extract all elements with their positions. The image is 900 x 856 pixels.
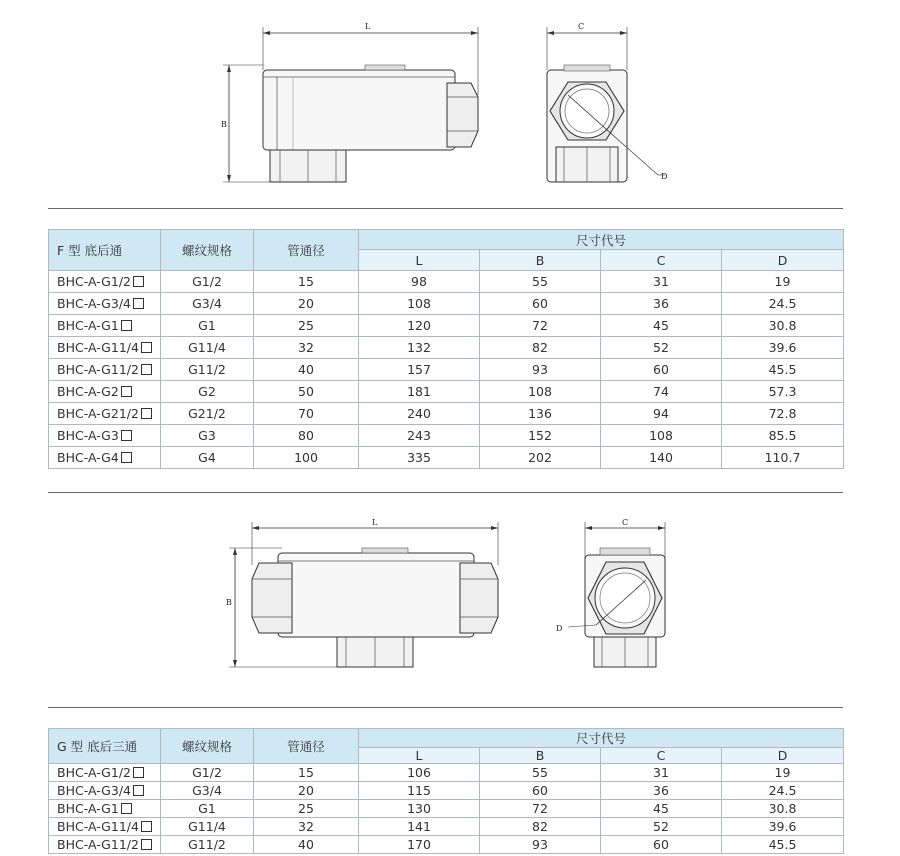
- f-type-label: F 型 底后通: [49, 230, 161, 271]
- checkbox-square-icon: [121, 803, 132, 814]
- cell-thread: G4: [161, 447, 254, 469]
- cell-d: 110.7: [722, 447, 844, 469]
- cell-c: 52: [601, 818, 722, 836]
- cell-d: 30.8: [722, 315, 844, 337]
- cell-c: 52: [601, 337, 722, 359]
- cell-c: 140: [601, 447, 722, 469]
- checkbox-square-icon: [133, 298, 144, 309]
- col-header-c: C: [601, 748, 722, 764]
- table-row: [49, 800, 844, 818]
- cell-l: 132: [359, 337, 480, 359]
- cell-d: 24.5: [722, 293, 844, 315]
- cell-b: 72: [480, 800, 601, 818]
- cell-c: 60: [601, 359, 722, 381]
- table-row: [49, 359, 844, 381]
- cell-c: 60: [601, 836, 722, 854]
- checkbox-square-icon: [141, 342, 152, 353]
- cell-c: 45: [601, 800, 722, 818]
- cell-bore: 20: [254, 293, 359, 315]
- cell-b: 82: [480, 818, 601, 836]
- model-cell: [49, 782, 161, 800]
- checkbox-square-icon: [133, 785, 144, 796]
- cell-c: 36: [601, 782, 722, 800]
- cell-b: 152: [480, 425, 601, 447]
- cell-c: 108: [601, 425, 722, 447]
- cell-thread: G11/2: [161, 359, 254, 381]
- cell-thread: G1/2: [161, 764, 254, 782]
- cell-d: 39.6: [722, 818, 844, 836]
- dim-label-d: D: [661, 172, 668, 181]
- cell-l: 181: [359, 381, 480, 403]
- dim-label-d: D: [556, 624, 563, 633]
- model-number: BHC-A-G3/4: [57, 783, 131, 798]
- model-number: BHC-A-G1: [57, 801, 119, 816]
- model-cell: [49, 293, 161, 315]
- dim-label-b: B: [221, 120, 227, 129]
- cell-b: 82: [480, 337, 601, 359]
- cell-l: 115: [359, 782, 480, 800]
- cell-d: 72.8: [722, 403, 844, 425]
- table-row: [49, 818, 844, 836]
- col-header-c: C: [601, 250, 722, 271]
- cell-c: 94: [601, 403, 722, 425]
- model-cell: [49, 425, 161, 447]
- cell-d: 19: [722, 271, 844, 293]
- checkbox-square-icon: [121, 320, 132, 331]
- cell-c: 74: [601, 381, 722, 403]
- cell-l: 120: [359, 315, 480, 337]
- cell-b: 136: [480, 403, 601, 425]
- col-header-l: L: [359, 748, 480, 764]
- cell-c: 31: [601, 764, 722, 782]
- dim-label-b: B: [226, 598, 232, 607]
- model-cell: [49, 764, 161, 782]
- cell-d: 39.6: [722, 337, 844, 359]
- cell-thread: G2: [161, 381, 254, 403]
- model-number: BHC-A-G3/4: [57, 296, 131, 311]
- col-header-l: L: [359, 250, 480, 271]
- cell-bore: 20: [254, 782, 359, 800]
- cell-bore: 32: [254, 818, 359, 836]
- table-row: [49, 447, 844, 469]
- table-row: [49, 403, 844, 425]
- f-type-dimension-table: [48, 229, 844, 469]
- checkbox-square-icon: [141, 839, 152, 850]
- table-row: [49, 836, 844, 854]
- model-number: BHC-A-G1/2: [57, 274, 131, 289]
- table-row: [49, 337, 844, 359]
- checkbox-square-icon: [121, 430, 132, 441]
- checkbox-square-icon: [141, 408, 152, 419]
- cell-l: 130: [359, 800, 480, 818]
- model-number: BHC-A-G11/2: [57, 837, 139, 852]
- cell-b: 202: [480, 447, 601, 469]
- cell-thread: G3: [161, 425, 254, 447]
- cell-thread: G3/4: [161, 782, 254, 800]
- model-number: BHC-A-G1/2: [57, 765, 131, 780]
- cell-bore: 25: [254, 800, 359, 818]
- cell-b: 55: [480, 764, 601, 782]
- dimension-code-header: 尺寸代号: [359, 729, 844, 748]
- model-number: BHC-A-G3: [57, 428, 119, 443]
- section-divider: [48, 492, 843, 493]
- cell-d: 45.5: [722, 359, 844, 381]
- col-header-d: D: [722, 250, 844, 271]
- cell-thread: G1: [161, 800, 254, 818]
- model-cell: [49, 818, 161, 836]
- model-number: BHC-A-G11/4: [57, 340, 139, 355]
- cell-l: 108: [359, 293, 480, 315]
- thread-spec-header: 螺纹规格: [161, 230, 254, 271]
- col-header-b: B: [480, 250, 601, 271]
- model-number: BHC-A-G2: [57, 384, 119, 399]
- cell-thread: G1/2: [161, 271, 254, 293]
- g-type-dimension-table: [48, 728, 844, 854]
- col-header-d: D: [722, 748, 844, 764]
- cell-bore: 25: [254, 315, 359, 337]
- model-cell: [49, 315, 161, 337]
- cell-d: 19: [722, 764, 844, 782]
- cell-l: 170: [359, 836, 480, 854]
- cell-thread: G11/4: [161, 818, 254, 836]
- model-cell: [49, 381, 161, 403]
- cell-bore: 40: [254, 359, 359, 381]
- bore-header: 管通径: [254, 230, 359, 271]
- cell-bore: 80: [254, 425, 359, 447]
- cell-d: 45.5: [722, 836, 844, 854]
- cell-b: 72: [480, 315, 601, 337]
- table-row: [49, 425, 844, 447]
- col-header-b: B: [480, 748, 601, 764]
- bore-header: 管通径: [254, 729, 359, 764]
- cell-b: 108: [480, 381, 601, 403]
- cell-c: 45: [601, 315, 722, 337]
- f-type-side-view-drawing: [215, 15, 495, 190]
- cell-bore: 15: [254, 764, 359, 782]
- checkbox-square-icon: [133, 276, 144, 287]
- f-type-end-view-drawing: [540, 15, 680, 190]
- model-cell: [49, 403, 161, 425]
- cell-l: 106: [359, 764, 480, 782]
- cell-d: 57.3: [722, 381, 844, 403]
- cell-c: 31: [601, 271, 722, 293]
- table-row: [49, 782, 844, 800]
- cell-l: 157: [359, 359, 480, 381]
- cell-b: 93: [480, 359, 601, 381]
- dim-label-c: C: [578, 22, 585, 31]
- table-row: [49, 381, 844, 403]
- cell-d: 85.5: [722, 425, 844, 447]
- checkbox-square-icon: [133, 767, 144, 778]
- table-row: [49, 315, 844, 337]
- cell-bore: 40: [254, 836, 359, 854]
- cell-thread: G1: [161, 315, 254, 337]
- checkbox-square-icon: [121, 386, 132, 397]
- g-type-label: G 型 底后三通: [49, 729, 161, 764]
- section-divider: [48, 208, 843, 209]
- model-number: BHC-A-G4: [57, 450, 119, 465]
- cell-b: 60: [480, 782, 601, 800]
- checkbox-square-icon: [141, 821, 152, 832]
- cell-l: 141: [359, 818, 480, 836]
- table-row: [49, 764, 844, 782]
- g-type-end-view-drawing: [548, 515, 678, 675]
- cell-thread: G3/4: [161, 293, 254, 315]
- g-type-side-view-drawing: [222, 515, 512, 675]
- dim-label-l: L: [365, 22, 371, 31]
- model-number: BHC-A-G11/4: [57, 819, 139, 834]
- cell-bore: 100: [254, 447, 359, 469]
- checkbox-square-icon: [121, 452, 132, 463]
- model-cell: [49, 447, 161, 469]
- section-divider: [48, 707, 843, 708]
- checkbox-square-icon: [141, 364, 152, 375]
- cell-thread: G11/2: [161, 836, 254, 854]
- cell-d: 30.8: [722, 800, 844, 818]
- cell-l: 240: [359, 403, 480, 425]
- cell-l: 335: [359, 447, 480, 469]
- cell-thread: G11/4: [161, 337, 254, 359]
- dim-label-c: C: [622, 518, 629, 527]
- thread-spec-header: 螺纹规格: [161, 729, 254, 764]
- model-number: BHC-A-G11/2: [57, 362, 139, 377]
- model-number: BHC-A-G21/2: [57, 406, 139, 421]
- dimension-code-header: 尺寸代号: [359, 230, 844, 250]
- cell-thread: G21/2: [161, 403, 254, 425]
- model-cell: [49, 800, 161, 818]
- model-cell: [49, 359, 161, 381]
- model-cell: [49, 836, 161, 854]
- cell-l: 98: [359, 271, 480, 293]
- cell-c: 36: [601, 293, 722, 315]
- table-row: [49, 293, 844, 315]
- model-number: BHC-A-G1: [57, 318, 119, 333]
- dim-label-l: L: [372, 518, 378, 527]
- table-row: [49, 271, 844, 293]
- cell-bore: 50: [254, 381, 359, 403]
- cell-bore: 70: [254, 403, 359, 425]
- cell-bore: 15: [254, 271, 359, 293]
- cell-b: 93: [480, 836, 601, 854]
- cell-b: 60: [480, 293, 601, 315]
- model-cell: [49, 337, 161, 359]
- model-cell: [49, 271, 161, 293]
- cell-l: 243: [359, 425, 480, 447]
- cell-b: 55: [480, 271, 601, 293]
- cell-d: 24.5: [722, 782, 844, 800]
- cell-bore: 32: [254, 337, 359, 359]
